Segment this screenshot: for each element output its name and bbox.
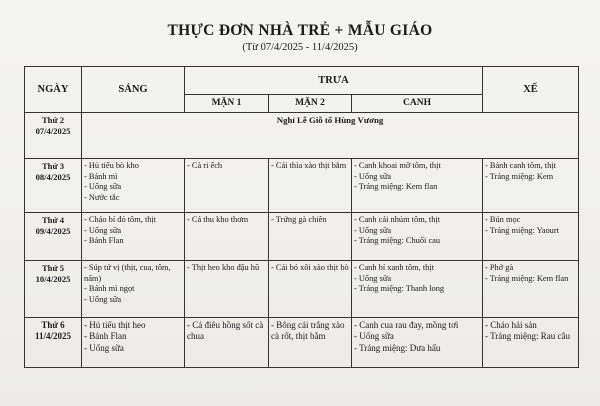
menu-item: - Hủ tiếu bò kho	[84, 161, 139, 170]
menu-item: - Tráng miệng: Kem flan	[354, 182, 438, 191]
cell-canh	[352, 261, 483, 318]
day-name: Thứ 3	[41, 161, 65, 171]
cell-man1	[185, 318, 269, 368]
menu-item: - Tráng miệng: Dưa hấu	[354, 342, 441, 353]
cell-xe	[483, 261, 579, 318]
menu-item: - Bánh mì ngọt	[84, 284, 135, 293]
menu-item: - Tráng miệng: Yaourt	[485, 225, 559, 235]
menu-item: - Tráng miệng: Rau câu	[485, 331, 570, 342]
table-row	[25, 159, 579, 213]
cell-man1	[185, 159, 269, 213]
menu-item: - Bông cải trắng xào cà rốt, thịt bằm	[271, 320, 347, 342]
cell-sang	[82, 261, 185, 318]
cell-xe	[483, 318, 579, 368]
menu-item: - Cải bó xôi xào thịt bò	[271, 263, 349, 272]
day-cell	[25, 159, 82, 213]
header-man1: MẶN 1	[185, 95, 269, 113]
menu-item: - Bánh Flan	[84, 236, 124, 245]
cell-sang	[82, 213, 185, 261]
cell-man2	[269, 159, 352, 213]
menu-item: - Uống sữa	[84, 225, 122, 235]
menu-item: - Uống sữa	[84, 342, 124, 353]
day-name: Thứ 5	[41, 263, 65, 273]
cell-man2	[269, 318, 352, 368]
cell-xe	[483, 159, 579, 213]
menu-item: - Uống sữa	[354, 171, 392, 181]
menu-item: - Canh cải nhúm tôm, thịt	[354, 215, 441, 224]
table-row	[25, 261, 579, 318]
day-cell	[25, 261, 82, 318]
menu-item: - Uống sữa	[354, 225, 392, 235]
holiday-note: Nghỉ Lễ Giỗ tổ Hùng Vương	[82, 113, 579, 159]
cell-man1	[185, 213, 269, 261]
cell-canh	[352, 159, 483, 213]
menu-rows	[25, 159, 579, 368]
menu-item: - Bánh canh tôm, thịt	[485, 161, 556, 170]
menu-item: - Trứng gà chiên	[271, 215, 327, 224]
menu-item: - Súp tứ vị (thịt, cua, tôm, nấm)	[84, 263, 173, 283]
day-name: Thứ 4	[41, 215, 65, 225]
menu-item: - Uống sữa	[354, 273, 392, 283]
table-header-row	[25, 67, 579, 95]
cell-canh	[352, 213, 483, 261]
header-sang: SÁNG	[82, 67, 185, 113]
day-cell	[25, 113, 82, 159]
menu-item: - Bánh mì	[84, 171, 118, 181]
day-name: Thứ 6	[41, 320, 65, 330]
menu-item: - Cháo bí đỏ tôm, thịt	[84, 215, 157, 224]
menu-item: - Tráng miệng: Kem	[485, 171, 554, 181]
day-name: Thứ 2	[41, 115, 65, 125]
table-row	[25, 318, 579, 368]
menu-item: - Cà ri ếch	[187, 161, 223, 170]
menu-item: - Cá thu kho thơm	[187, 215, 249, 224]
table-row-holiday	[25, 113, 579, 159]
cell-xe	[483, 213, 579, 261]
menu-item: - Hủ tiếu thịt heo	[84, 320, 146, 330]
menu-item: - Canh khoai mỡ tôm, thịt	[354, 161, 441, 170]
table-row	[25, 213, 579, 261]
day-cell	[25, 318, 82, 368]
date-range-subtitle: (Từ 07/4/2025 - 11/4/2025)	[242, 42, 358, 53]
day-cell	[25, 213, 82, 261]
day-date: 08/4/2025	[35, 171, 71, 182]
menu-item: - Cá điêu hồng sốt cà chua	[187, 320, 266, 342]
day-date: 09/4/2025	[35, 225, 71, 236]
menu-item: - Tráng miệng: Kem flan	[485, 273, 569, 283]
page-title: THỰC ĐƠN NHÀ TRẺ + MẪU GIÁO	[167, 22, 433, 39]
header-canh: CANH	[352, 95, 483, 113]
day-date: 10/4/2025	[35, 273, 71, 284]
header-man2: MẶN 2	[269, 95, 352, 113]
menu-item: - Tráng miệng: Thanh long	[354, 284, 445, 293]
menu-item: - Cải thìa xào thịt bằm	[271, 161, 347, 170]
menu-item: - Uống sữa	[84, 294, 122, 304]
menu-item: - Tráng miệng: Chuối cau	[354, 236, 441, 245]
cell-canh	[352, 318, 483, 368]
menu-item: - Phở gà	[485, 263, 514, 272]
menu-item: - Uống sữa	[84, 182, 122, 191]
menu-table	[24, 66, 579, 368]
menu-item: - Canh bí xanh tôm, thịt	[354, 263, 435, 272]
header-xe: XẾ	[483, 67, 579, 113]
header-ngay: NGÀY	[25, 67, 82, 113]
cell-sang	[82, 159, 185, 213]
menu-item: - Uống sữa	[354, 331, 394, 342]
cell-man2	[269, 213, 352, 261]
day-date: 11/4/2025	[34, 331, 71, 342]
menu-item: - Canh cua rau đay, mồng tơi	[354, 320, 459, 330]
menu-item: - Cháo hải sản	[485, 320, 537, 330]
menu-item: - Nước tắc	[84, 192, 120, 202]
cell-man1	[185, 261, 269, 318]
header-trua: TRƯA	[185, 67, 483, 95]
cell-man2	[269, 261, 352, 318]
day-date: 07/4/2025	[35, 125, 71, 136]
menu-item: - Bún mọc	[485, 215, 521, 224]
cell-sang	[82, 318, 185, 368]
menu-item: - Bánh Flan	[84, 331, 127, 342]
menu-item: - Thịt heo kho đậu hũ	[187, 263, 260, 272]
